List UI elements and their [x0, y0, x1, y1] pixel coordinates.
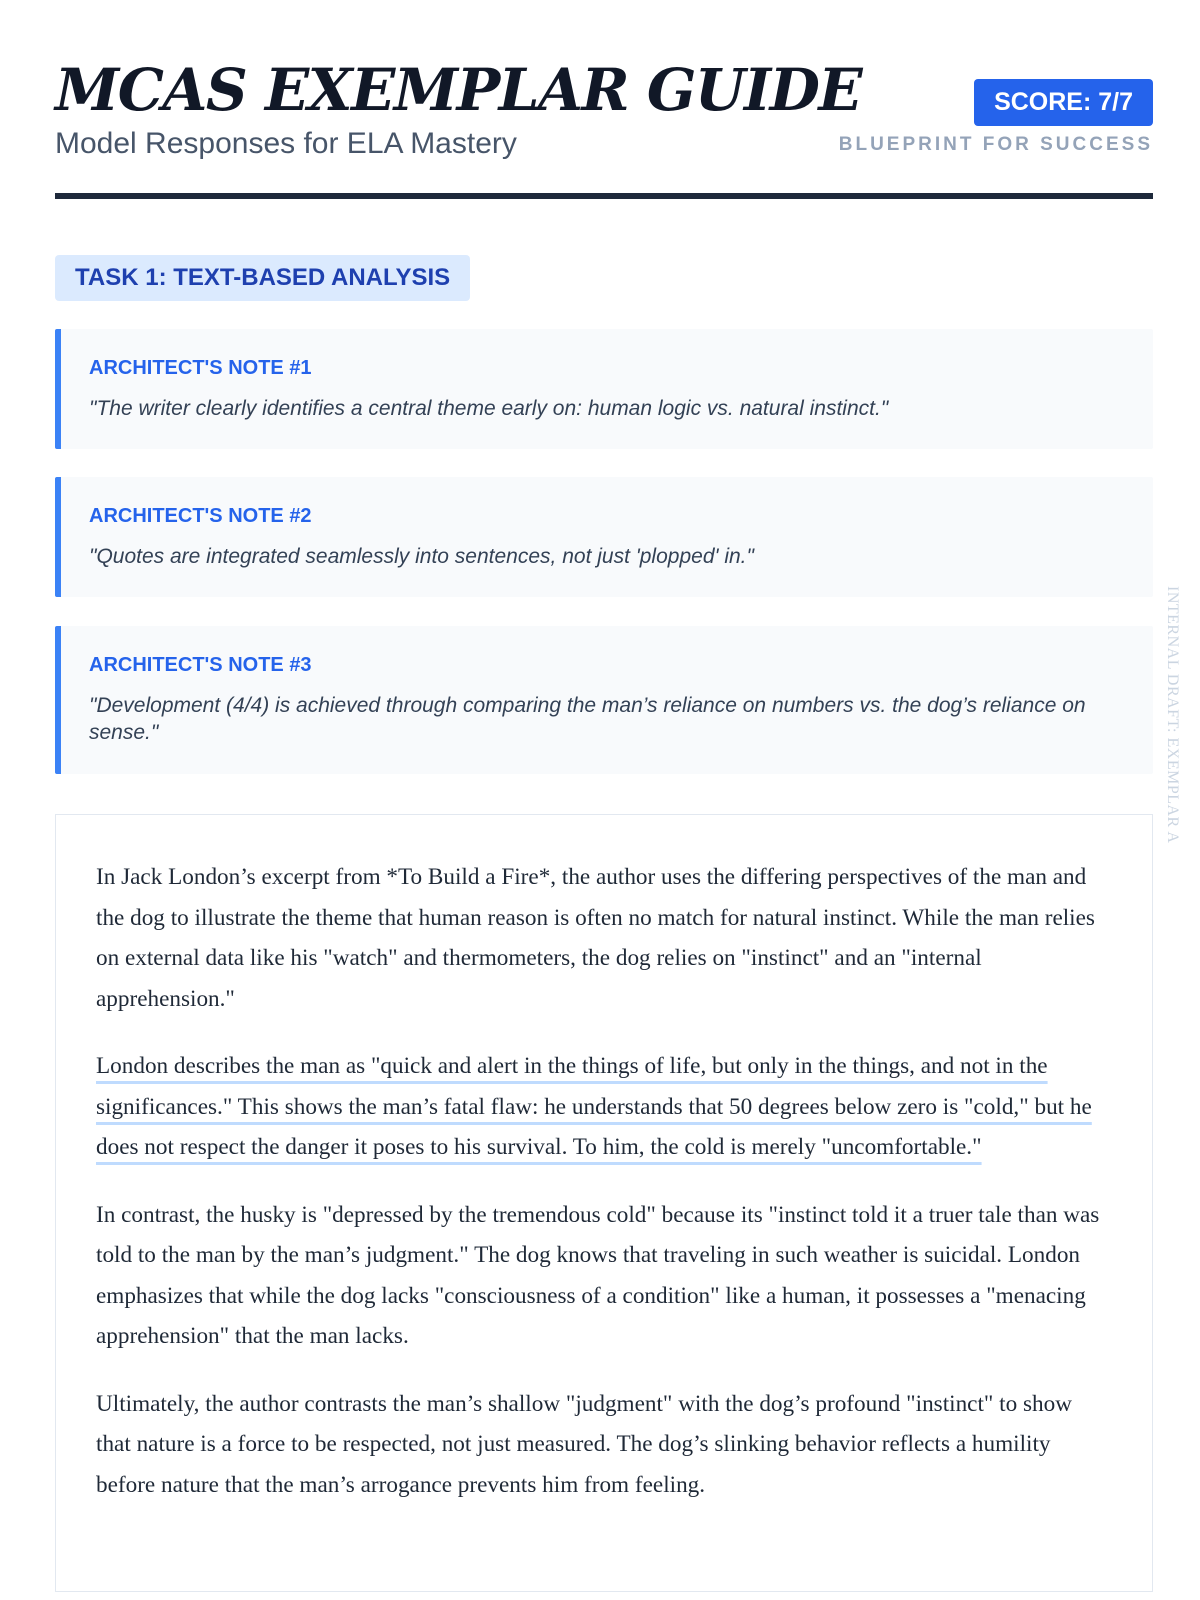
score-badge: SCORE: 7/7: [974, 79, 1153, 126]
exemplar-guide-page: [55, 0, 1153, 1498]
tagline: BLUEPRINT FOR SUCCESS: [838, 134, 1153, 155]
page-title: MCAS EXEMPLAR GUIDE: [55, 56, 862, 124]
essay-paragraph: Ultimately, the author contrasts the man’s shallow "judgment" with the dog’s profound "instinct" to show that nature is a force to be respected, not just measured. The dog’s slinking behavior reflects a humility before nature that the man’s arrogance prevents him from feeling.: [96, 1390, 1072, 1498]
essay-paragraph-highlighted: [96, 1046, 1112, 1168]
architect-note: [55, 477, 1153, 597]
note-text: "The writer clearly identifies a central theme early on: human logic vs. natural instinct.": [89, 397, 889, 420]
note-title: ARCHITECT'S NOTE #1: [89, 357, 312, 379]
note-text: "Quotes are integrated seamlessly into sentences, not just 'plopped' in.": [89, 545, 754, 568]
exemplar-essay: [55, 814, 1153, 1592]
essay-paragraph: In Jack London’s excerpt from *To Build a Fire*, the author uses the differing perspectives of the man and the dog to illustrate the theme that human reason is often no match for natural instinct. While the man relies on external data like his "watch" and thermometers, the dog relies on "instinct" and an "internal apprehension.": [96, 864, 1095, 1012]
note-text: "Development (4/4) is achieved through comparing the man’s reliance on numbers vs. the dog’s reliance on sense.": [89, 694, 1086, 744]
draft-watermark: INTERNAL DRAFT: EXEMPLAR A: [1164, 586, 1181, 844]
essay-paragraph: In contrast, the husky is "depressed by the tremendous cold" because its "instinct told it a truer tale than was told to the man by the man’s judgment." The dog knows that traveling in such weather is suicidal. London emphasizes that while the dog lacks "consciousness of a condition" like a human, it possesses a "menacing apprehension" that the man lacks.: [96, 1201, 1100, 1349]
task-label: TASK 1: TEXT-BASED ANALYSIS: [55, 255, 470, 301]
page-header: [55, 0, 1153, 200]
architect-note: [55, 626, 1153, 774]
page-subtitle: Model Responses for ELA Mastery: [55, 127, 517, 160]
architect-note: [55, 329, 1153, 449]
note-title: ARCHITECT'S NOTE #2: [89, 505, 312, 527]
note-title: ARCHITECT'S NOTE #3: [89, 654, 312, 676]
header-divider: [55, 193, 1153, 199]
highlighted-text: London describes the man as "quick and alert in the things of life, but only in the things, and not in the significances." This shows the man’s fatal flaw: he understands that 50 degrees below zero is "cold," but he does not respect the danger it poses to his survival. To him, the cold is merely "uncomfortable.": [96, 1053, 1092, 1160]
